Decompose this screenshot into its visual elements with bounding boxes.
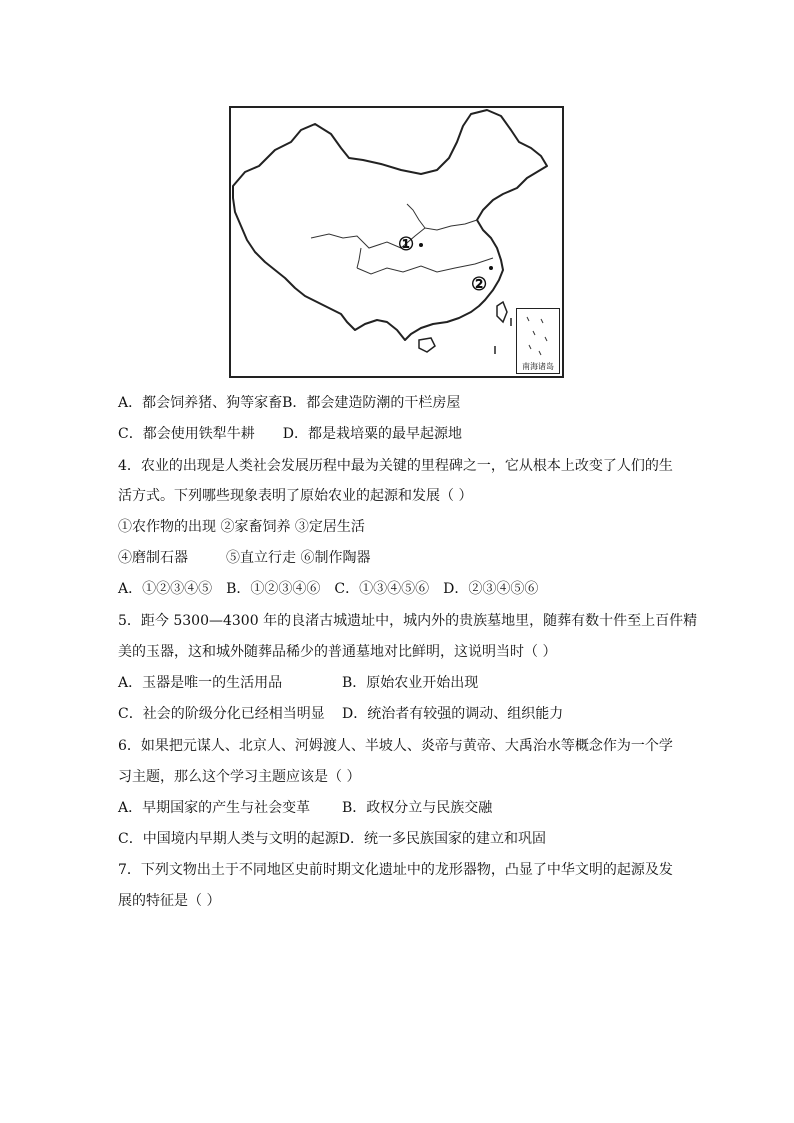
q3-option-a: A．都会饲养猪、狗等家畜 [118,395,283,411]
q4-items-line-1: ①农作物的出现 ②家畜饲养 ③定居生活 [118,519,365,535]
q4-item-4: ④磨制石器 [118,550,188,566]
q7-stem-line-2: 展的特征是（ ） [118,893,221,909]
q6-option-c: C．中国境内早期人类与文明的起源 [118,831,339,847]
q5-option-b: B．原始农业开始出现 [342,675,479,691]
china-map-outline [231,108,562,376]
q4-items-line-2 [118,549,370,567]
q5-stem-line-2: 美的玉器，这和城外随葬品稀少的普通墓地对比鲜明，这说明当时（ ） [118,644,557,660]
q6-option-d: D．统一多民族国家的建立和巩固 [338,831,546,847]
q3-options-row-2 [118,425,462,443]
q4-option-c: C．①③④⑤⑥ [334,581,430,597]
q5-options-row-2 [118,705,563,723]
map-marker-1: ① [398,234,415,255]
q5-option-d: D．统治者有较强的调动、组织能力 [342,706,564,722]
q4-option-d: D．②③④⑤⑥ [443,581,539,597]
q4-options-row [118,580,538,598]
q6-option-b: B．政权分立与民族交融 [342,800,493,816]
q4-stem-line-1: 4．农业的出现是人类社会发展历程中最为关键的里程碑之一，它从根本上改变了人们的生 [118,458,673,474]
china-map-figure [229,106,564,378]
q4-option-b: B．①②③④⑥ [226,581,321,597]
q6-options-row-2 [118,830,546,848]
q4-option-a: A．①②③④⑤ [118,581,213,597]
q7-stem-line-1: 7．下列文物出土于不同地区史前时期文化遗址中的龙形器物，凸显了中华文明的起源及发 [118,862,673,878]
q4-stem-line-2: 活方式。下列哪些现象表明了原始农业的起源和发展（ ） [118,488,473,504]
q3-options-row-1 [118,394,460,412]
inset-label: 南海诸岛 [522,362,554,371]
south-china-sea-inset [516,308,560,374]
q4-items-5-6: ⑤直立行走 ⑥制作陶器 [226,550,371,566]
inset-islands [517,309,558,363]
q6-stem-line-1: 6．如果把元谋人、北京人、河姆渡人、半坡人、炎帝与黄帝、大禹治水等概念作为一个学 [118,738,673,754]
map-marker-2: ② [471,274,488,295]
q5-option-c: C．社会的阶级分化已经相当明显 [118,706,325,722]
q5-stem-line-1: 5．距今 5300—4300 年的良渚古城遗址中，城内外的贵族墓地里，随葬有数十件至上百件精 [118,613,698,629]
q6-option-a: A．早期国家的产生与社会变革 [118,800,311,816]
q3-option-d: D．都是栽培粟的最早起源地 [282,426,462,442]
q5-option-a: A．玉器是唯一的生活用品 [118,675,283,691]
q6-stem-line-2: 习主题，那么这个学习主题应该是（ ） [118,769,361,785]
q6-options-row-1 [118,799,492,817]
q3-option-c: C．都会使用铁犁牛耕 [118,426,255,442]
q3-option-b: B．都会建造防潮的干栏房屋 [282,395,461,411]
q5-options-row-1 [118,674,478,692]
